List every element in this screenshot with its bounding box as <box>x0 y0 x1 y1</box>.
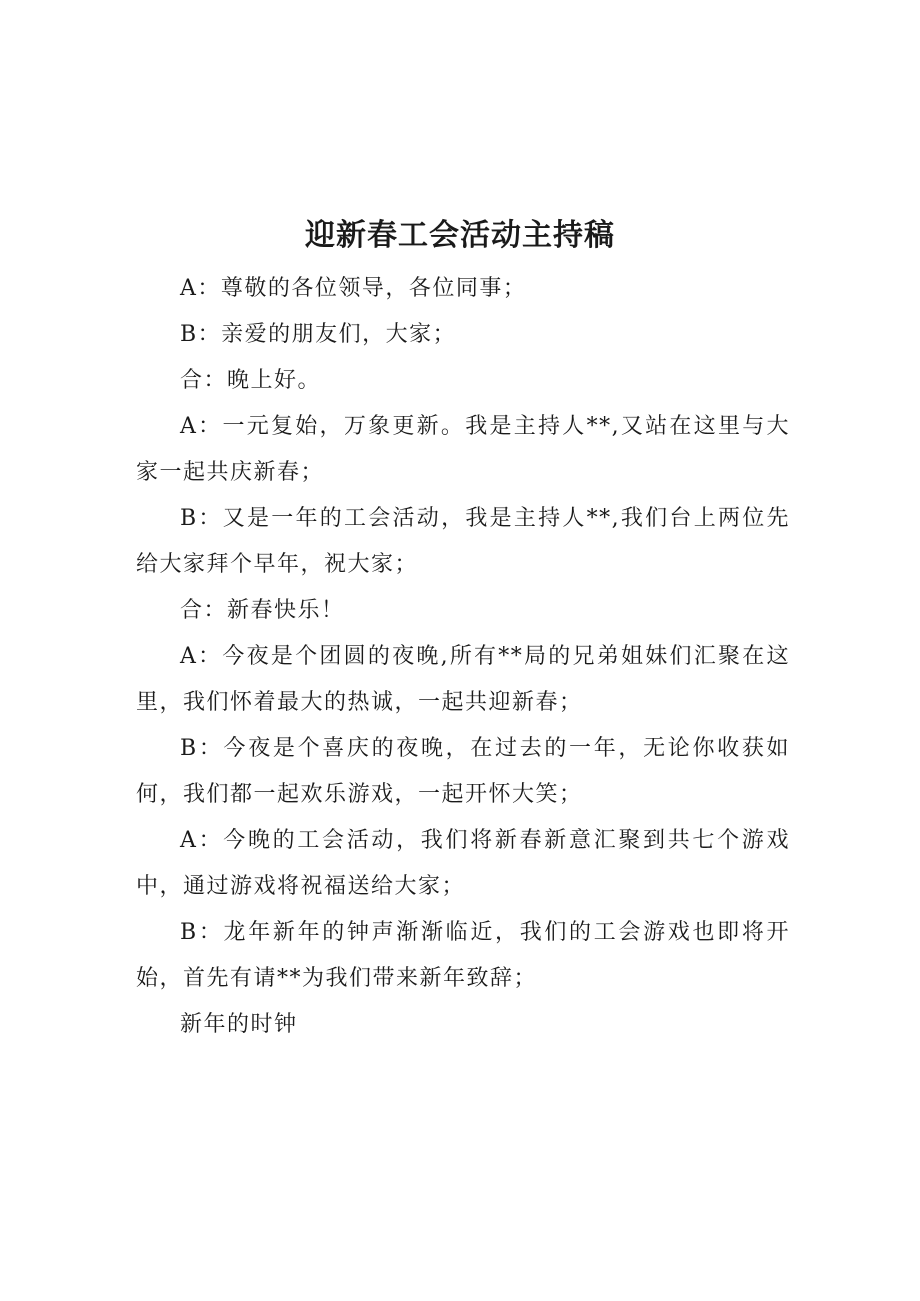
paragraph-intro-a: A：一元复始，万象更新。我是主持人**,又站在这里与大家一起共庆新春； <box>136 414 790 485</box>
paragraph-reunion-a: A：今夜是个团圆的夜晚,所有**局的兄弟姐妹们汇聚在这里，我们怀着最大的热诚，一起共迎新春； <box>136 644 790 715</box>
paragraph-speech-invite-b: B：龙年新年的钟声渐渐临近，我们的工会游戏也即将开始，首先有请**为我们带来新年致辞； <box>136 920 790 991</box>
paragraph-greeting-b: B：亲爱的朋友们，大家； <box>180 322 457 347</box>
paragraph-greeting-a: A：尊敬的各位领导，各位同事； <box>180 276 527 301</box>
paragraph-intro-b: B：又是一年的工会活动，我是主持人**,我们台上两位先给大家拜个早年，祝大家； <box>136 506 790 577</box>
document-title: 迎新春工会活动主持稿 <box>305 218 615 253</box>
document-body <box>136 266 790 1048</box>
paragraph-festive-b: B：今夜是个喜庆的夜晚，在过去的一年，无论你收获如何，我们都一起欢乐游戏，一起开怀大笑； <box>136 736 790 807</box>
paragraph-games-a: A：今晚的工会活动，我们将新春新意汇聚到共七个游戏中，通过游戏将祝福送给大家； <box>136 828 790 899</box>
paragraph-section-heading: 新年的时钟 <box>180 1012 298 1037</box>
paragraph-new-year-wish: 合：新春快乐！ <box>180 598 345 623</box>
paragraph-greeting-together: 合：晚上好。 <box>180 368 322 393</box>
